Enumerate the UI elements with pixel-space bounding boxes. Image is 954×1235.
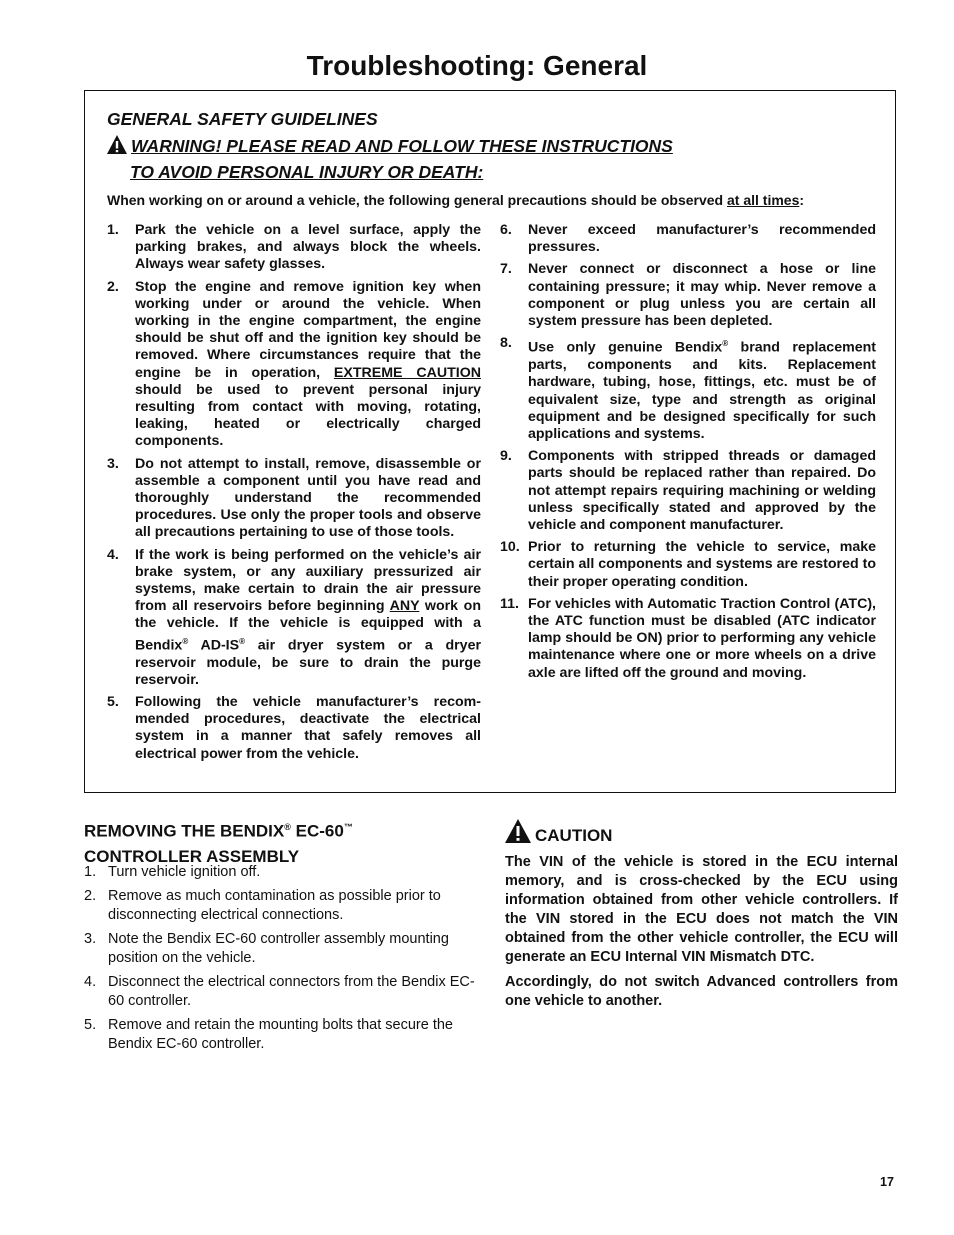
step-text: Disconnect the electrical connectors from the Bendix EC-60 controller. [108, 973, 475, 1009]
safety-list-left [107, 222, 481, 768]
list-item [500, 539, 876, 591]
list-item [84, 930, 478, 969]
caution-heading-text: CAUTION [535, 826, 613, 845]
item-text [528, 335, 876, 443]
item-number: 6. [500, 222, 512, 238]
removal-heading [84, 815, 353, 869]
step-number: 2. [84, 887, 97, 904]
safety-heading: GENERAL SAFETY GUIDELINES [107, 109, 378, 129]
item-text: Components with stripped threads or damaged parts should be replaced rather than repaired. Do not attempt repairs requiring machining or welding unless specifically stated and approved by the vehicle and component manufacturer. [528, 448, 876, 533]
list-item [107, 222, 481, 274]
item-text: Following the vehicle manufacturer’s recom-mended procedures, deactivate the electrical system in a manner that safely removes all electrical power from the vehicle. [135, 694, 481, 762]
safety-list-right [500, 222, 876, 687]
safety-intro [107, 192, 804, 208]
list-item [84, 863, 478, 883]
warning-line-2 [130, 162, 483, 183]
warning-text-1: WARNING! PLEASE READ AND FOLLOW THESE INSTRUCTIONS [131, 136, 673, 156]
list-item [500, 261, 876, 330]
page-title: Troubleshooting: General [306, 50, 648, 81]
item-number: 1. [107, 222, 119, 238]
list-item [84, 1016, 478, 1055]
warning-text-2: TO AVOID PERSONAL INJURY OR DEATH: [130, 162, 484, 182]
warning-icon [107, 135, 127, 159]
list-item [107, 547, 481, 689]
caution-heading [505, 819, 612, 848]
list-item [107, 279, 481, 451]
item-text-part: work on the vehicle. If the vehicle is equipped with a Bendix [135, 598, 481, 654]
registered-mark: ® [722, 339, 729, 349]
item-text-part: AD-IS [188, 637, 240, 654]
warning-line-1 [107, 135, 673, 159]
intro-emphasis: at all times [726, 192, 800, 208]
heading-part: EC-60 [290, 821, 344, 841]
item-number: 3. [107, 455, 119, 472]
item-text-part: If the work is being performed on the vehicle’s air brake system, or any auxiliary pressurized air systems, make certain to drain the air pressure from all reservoirs before beginning [135, 546, 481, 615]
safety-guidelines-box [84, 90, 896, 793]
item-number: 5. [107, 694, 119, 711]
list-item [500, 335, 876, 443]
item-text: Never connect or disconnect a hose or line containing pressure; it may whip. Never remove a component or plug unless you are certain all system pressure has been depleted. [528, 261, 876, 330]
list-item [500, 448, 876, 534]
list-item [84, 887, 478, 926]
item-number: 9. [500, 448, 512, 465]
item-text-part: brand replacement parts, components and kits. Replacement hardware, tubing, hose, fittings, etc. must be of equivalent size, type and strength as original equipment and be designed specifically for such applications and systems. [528, 339, 876, 442]
list-item [500, 222, 876, 256]
item-text: Never exceed manufacturer’s recommended pressures. [528, 222, 876, 256]
item-number: 10. [500, 539, 520, 556]
step-text: Remove and retain the mounting bolts that secure the Bendix EC-60 controller. [108, 1016, 453, 1052]
item-text-part: air dryer system or a dryer reservoir module, be sure to drain the purge reservoir. [135, 637, 481, 688]
step-text: Remove as much contamination as possible prior to disconnecting electrical connections. [108, 887, 441, 923]
item-number: 11. [500, 595, 519, 612]
removal-steps [84, 863, 478, 1059]
step-text: Note the Bendix EC-60 controller assembly mounting position on the vehicle. [108, 930, 449, 966]
step-text: Turn vehicle ignition off. [108, 864, 261, 880]
list-item [500, 596, 876, 682]
step-number: 3. [84, 930, 97, 947]
caution-paragraph: Accordingly, do not switch Advanced controllers from one vehicle to another. [505, 974, 898, 1009]
intro-text: When working on or around a vehicle, the following general precautions should be observed [107, 192, 727, 208]
item-text [135, 547, 481, 689]
item-text-part: Stop the engine and remove ignition key when working under or around the vehicle. When working in the engine compartment, the engine should be shut off and the ignition key should be removed. Where circumstances require that the engine be in operation, [135, 278, 481, 381]
item-text: Park the vehicle on a level surface, apply the parking brakes, and always block the wheels. Always wear safety glasses. [135, 222, 481, 273]
item-text: For vehicles with Automatic Traction Control (ATC), the ATC function must be disabled (ATC indicator lamp should be ON) prior to performing any vehicle maintenance where one or more wheels on a drive axle are lifted off the ground and moving. [528, 595, 876, 681]
item-emphasis: ANY [389, 598, 420, 615]
item-number: 4. [107, 546, 119, 563]
registered-mark: ® [182, 636, 189, 646]
item-emphasis: EXTREME CAUTION [333, 364, 481, 381]
page-number: 17 [880, 1175, 894, 1189]
trademark-mark: ™ [343, 822, 353, 832]
intro-end: : [799, 192, 805, 208]
step-number: 5. [84, 1016, 97, 1033]
step-number: 1. [84, 864, 97, 880]
list-item [84, 973, 478, 1012]
heading-part: REMOVING THE BENDIX [84, 821, 285, 841]
item-number: 7. [500, 261, 512, 278]
registered-mark: ® [239, 636, 245, 646]
item-text [135, 279, 481, 451]
step-number: 4. [84, 973, 97, 990]
item-text: Prior to returning the vehicle to service, make certain all components and systems are restored to their proper operating condition. [528, 539, 876, 590]
item-text: Do not attempt to install, remove, disassemble or assemble a component until you have read and thoroughly understand the recommended procedures. Use only the proper tools and observe all precautions pertaining to use of those tools. [135, 455, 481, 541]
heading-part: CONTROLLER ASSEMBLY [84, 846, 300, 866]
caution-paragraph: The VIN of the vehicle is stored in the ECU internal memory, and is cross-checked by the ECU using information obtained from other vehicle controllers. If the VIN stored in the ECU does not match the VIN obtained from the other vehicle controller, the ECU will generate an ECU Internal VIN Mismatch DTC. [505, 854, 898, 965]
warning-icon [505, 819, 531, 848]
item-number: 8. [500, 335, 512, 352]
list-item [107, 456, 481, 542]
caution-body [505, 853, 898, 1017]
item-text-part: should be used to prevent personal injury resulting from contact with moving, rotating, leaking, heated or electrically charged components. [135, 381, 481, 450]
registered-mark: ® [284, 822, 291, 832]
item-number: 2. [107, 278, 119, 295]
item-text-part: Use only genuine Bendix [528, 339, 723, 356]
list-item [107, 694, 481, 763]
